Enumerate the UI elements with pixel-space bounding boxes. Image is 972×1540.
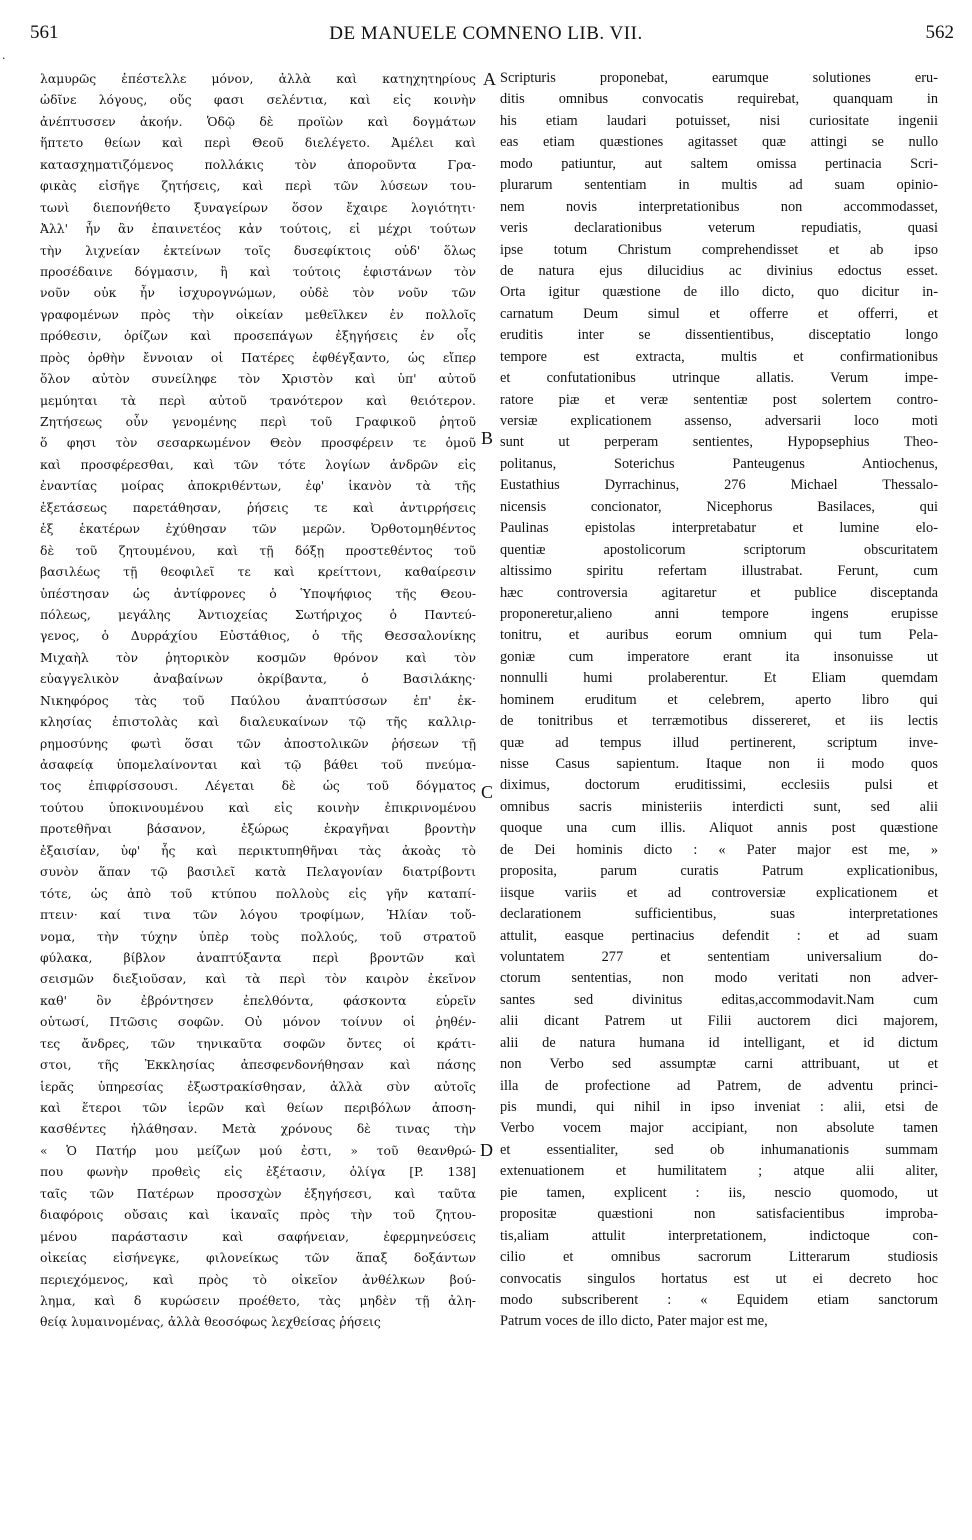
greek-text-line: λαμυρῶς ἐπέστελλε μόνον, ἀλλὰ καὶ κατηχητηρίους	[40, 71, 476, 86]
greek-text-line: ὅλον αὐτὸν συνείληφε τὸν Χριστὸν καὶ ὑπ' αὐτοῦ	[40, 371, 476, 387]
page-number-left: 561	[30, 22, 59, 43]
greek-text-line: γενος, ὁ Δυρράχίου Εὐστάθιος, ὁ τῆς Θεσσαλονίκης	[40, 628, 476, 644]
greek-text-line: προσέδαινε δόγμασιν, ἢ καὶ τούτοις ἐφιστάνων τὸν	[40, 263, 476, 279]
greek-text-line: ταῖς τῶν Πατέρων προσσχὼν ἐξηγήσεσι, καὶ ταῦτα	[40, 1185, 476, 1201]
greek-text-line: προτεθῆναι βάσανον, ἐξώρως ἐκραγῆναι βροντὴν	[40, 821, 476, 837]
greek-text-line: ἀσαφείᾳ ὑπομελαίνονται καὶ τῷ βάθει τοῦ πνεύμα-	[40, 757, 476, 772]
latin-text-line: iisque variis et ad controversiæ explicationem et	[500, 884, 938, 901]
greek-text-line: θείᾳ λυμαινομένας, ἀλλὰ θεοσόφως λεχθείσας ῥήσεις	[40, 1314, 381, 1330]
page-number-right: 562	[925, 22, 954, 43]
latin-text-line: Paulinas epistolas interpretabatur et lumine elo-	[500, 520, 938, 537]
latin-text-line: de natura ejus dilucidius ac divinius edoctus esset.	[500, 262, 938, 279]
greek-text-line: καθ' ὃν ἐβρόντησεν ἐπελθόντα, φάσκοντα εὑρεῖν	[40, 992, 476, 1008]
latin-text-line: ditis omnibus convocatis requirebat, quanquam in	[500, 91, 938, 108]
greek-text-line: πρόθεσιν, ὁρίζων καὶ προσεπάγων ἐξηγήσεις ἐν οἷς	[40, 328, 476, 344]
greek-text-line: καὶ ἕτεροι τῶν ἱερῶν καὶ θείων περιβόλων ἀποση-	[40, 1100, 476, 1115]
latin-text-line: convocatis singulos hortatus est ut ei decreto hoc	[500, 1270, 938, 1287]
latin-text-line: propositæ quæstioni non satisfacientibus improba-	[500, 1206, 938, 1223]
greek-text-column	[40, 68, 476, 1333]
greek-text-line: γραφομένων πρὸς τὴν οἰκείαν μεθεῖλκεν ἐν πολλοῖς	[40, 306, 476, 322]
latin-text-line: voluntatem 277 et sententiam universalium do-	[500, 948, 938, 965]
section-marker-c: C	[481, 782, 494, 802]
greek-text-line: ἐξετάσεως παρετάθησαν, ῥήσεις τε καὶ ἀντιρρήσεις	[40, 499, 476, 515]
greek-text-line: εὐαγγελικὸν ἀναβαίνων ὀκρίβαντα, ὁ Βασιλάκης·	[40, 671, 476, 687]
latin-text-line: altissimo spiritu refertam illustrabat. Ferunt, cum	[500, 563, 938, 580]
running-title: DE MANUELE COMNENO LIB. VII.	[329, 23, 643, 44]
latin-text-line: his etiam laudari potuisset, nisi curiositate ingenii	[500, 112, 938, 129]
greek-text-line: δὲ τοῦ ζητουμένου, καὶ τῇ δόξῃ προστεθέντος τοῦ	[40, 542, 476, 558]
greek-text-line: φικὰς εἰσῆγε ζητήσεις, καὶ περὶ τῶν λύσεων του-	[40, 178, 476, 194]
latin-text-line: Scripturis proponebat, earumque solutiones eru-	[500, 70, 938, 86]
latin-text-line: omnibus sacris ministeriis interdicti sunt, sed alii	[500, 798, 938, 815]
greek-text-line: νοῦν οὐκ ἦν ἰσχυρογνώμων, οὐδὲ τὸν νοῦν τῶν	[40, 285, 476, 301]
latin-text-line: hæc controversia agitaretur et publice disceptanda	[500, 584, 938, 601]
greek-text-line: ἱερᾶς ὑπηρεσίας ἐξωστρακίσθησαν, ἀλλὰ σὺν αὐτοῖς	[40, 1078, 476, 1094]
latin-text-line: nonnulli humi prolaberentur. Et Eliam quemdam	[500, 670, 938, 687]
greek-text-line: οὑτωσί, Πτῶσις σοφῶν. Οὐ μόνον τοίνυν οἱ ῥηθέν-	[40, 1014, 476, 1030]
greek-text-line: ἐξαισίαν, ὑφ' ἧς καὶ περικτυπηθῆναι τὰς ἀκοὰς τὸ	[40, 842, 476, 858]
latin-text-line: pie tamen, explicent : iis, nescio quomodo, ut	[500, 1184, 938, 1201]
greek-text-line: συνὸν ἅπαν τῷ βασιλεῖ κατὰ Πελαγονίαν διατρίβοντι	[40, 864, 476, 880]
greek-text-line: Ἀλλ' ἦν ἂν ἐπαινετέος κἀν τούτοις, εἰ μέχρι τούτων	[40, 221, 476, 237]
greek-text-line: κλησίας ἐπιστολὰς καὶ διαλευκαίνων τῷ τῆς καλλιρ-	[40, 714, 476, 730]
greek-text-line: βασιλέως τῇ θεοφιλεῖ τε καὶ κρείττονι, καθαίρεσιν	[40, 564, 476, 580]
greek-text-line: τες ἄνδρες, τῶν τηνικαῦτα σοφῶν ὄντες οἱ κράτι-	[40, 1035, 476, 1051]
latin-text-line: extenuationem et humilitatem ; atque alii aliter,	[500, 1163, 938, 1180]
latin-text-line: Eustathius Dyrrachinus, 276 Michael Thessalo-	[500, 477, 938, 494]
latin-text-line: plurarum sententiam in multis ad suam opinio-	[500, 177, 938, 194]
latin-text-line: quæ ad tempus illud pertinerent, scriptum inve-	[500, 734, 938, 751]
latin-text-line: de Dei hominis dicto : « Pater major est me, »	[500, 841, 938, 858]
greek-text-line: τὴν λιχνείαν ἐκτείνων τοῖς δυσεφίκτοις οὐδ' ὅλως	[40, 242, 476, 258]
latin-text-line: non Verbo sed assumptæ carni attribuant, ut et	[500, 1056, 938, 1073]
section-marker-d: D	[480, 1140, 493, 1160]
greek-text-line: « Ὁ Πατήρ μου μείζων μού ἐστι, » τοῦ θεανθρώ-	[40, 1142, 476, 1158]
latin-text-line: eas etiam quæstiones agitasset quæ attingi se nullo	[500, 134, 938, 151]
greek-text-line: οἰκείας εἰσήνεγκε, φιλονείκως τῶν ἅπαξ δοξάντων	[40, 1250, 476, 1266]
latin-text-line: et confutationibus utrinque allatis. Verum impe-	[500, 370, 938, 387]
latin-text-line: diximus, doctorum eruditissimi, ecclesiis pulsi et	[500, 777, 938, 794]
greek-text-line: ἀνέπτυσσεν ἀκοήν. Ὁδῷ δὲ προϊὼν καὶ δογμάτων	[40, 113, 476, 129]
greek-text-line: τωνὶ διεπονήθετο ξυναγείρων ὅσον ἔχαιρε λογιότητι·	[40, 199, 476, 215]
latin-text-column	[500, 68, 938, 1333]
latin-text-line: ratore piæ et veræ sententiæ post solertem contro-	[500, 391, 938, 408]
latin-text-line: alii de natura humana id intelligant, et id dictum	[500, 1034, 938, 1051]
greek-text-line: μένου παράστασιν καὶ σαφήνειαν, ἐφερμηνεύσεις	[40, 1228, 476, 1244]
latin-text-line: hominem eruditum et celebrem, aperto libro qui	[500, 691, 938, 708]
greek-text-line: φύλακα, βίβλον ἀναπτύξαντα περὶ βροντῶν καὶ	[40, 949, 476, 965]
latin-text-line: nisse Casus sapientum. Itaque non ii modo quos	[500, 756, 938, 772]
latin-text-line: illa de profectione ad Patrem, de adventu princi-	[500, 1077, 938, 1094]
greek-text-line: κασθέντες ἠλάθησαν. Μετὰ χρόνους δὲ τινας τὴν	[40, 1121, 476, 1137]
greek-text-line: τούτου ὑποκινουμένου καὶ εἰς κοινὴν ἐπικρινομένου	[40, 799, 476, 815]
latin-text-line: modo subscriberent : « Equidem etiam sanctorum	[500, 1291, 938, 1308]
latin-text-line: declarationem sufficientibus, suas interpretationes	[500, 906, 938, 923]
greek-text-line: Νικηφόρος τὰς τοῦ Παύλου ἀναπτύσσων ἐπ' ἐκ-	[40, 692, 476, 708]
latin-text-line: tis,aliam attulit interpretationem, indictoque con-	[500, 1227, 938, 1244]
latin-text-line: tonitru, et auribus eorum omnium qui tum Pela-	[500, 627, 938, 644]
greek-text-line: ἥπτετο θείων καὶ περὶ Θεοῦ διελέγετο. Ἀμέλει καὶ	[40, 135, 476, 151]
greek-text-line: Ζητήσεως οὖν γενομένης περὶ τοῦ Γραφικοῦ ῥητοῦ	[40, 414, 476, 429]
greek-text-line: ὑπέστησαν ὡς ἀντίφρονες ὁ Ὑποψήφιος τῆς Θεου-	[40, 585, 476, 601]
latin-text-line: Orta igitur quæstione de illo dicto, quo dicitur in-	[500, 284, 938, 301]
latin-text-line: proposita, parum curatis Patrum explicationibus,	[500, 863, 938, 880]
latin-text-line: et essentialiter, sed ob inhumanationis summam	[500, 1141, 938, 1158]
greek-text-line: τος ἐπιφρίσσουσι. Λέγεται δὲ ὡς τοῦ δόγματος	[40, 778, 476, 794]
greek-text-line: ἐναντίας μοίρας ἀποκριθέντων, ἐφ' ἱκανὸν τὰ τῆς	[40, 478, 476, 494]
latin-text-line: nem novis interpretationibus non accommodasset,	[500, 198, 938, 215]
latin-text-line: quentiæ apostolicorum scriptorum obscuritatem	[500, 541, 938, 558]
latin-text-line: goniæ cum imperatore erant ita insonuisse ut	[500, 648, 938, 665]
greek-text-line: περιεχόμενος, καὶ πρὸς τὸ οἰκεῖον ἀνθέλκων βού-	[40, 1271, 476, 1287]
greek-text-line: καὶ προσφέρεσθαι, καὶ τῶν τότε λογίων ἀνδρῶν εἰς	[40, 456, 476, 472]
greek-text-line: κατασχηματιζόμενος πολλάκις τὸν ἀποροῦντα Γρα-	[40, 156, 476, 172]
greek-text-line: ὠδῖνε λόγους, οὕς φασι σελέντια, καὶ εἰς κοινὴν	[40, 92, 476, 108]
greek-text-line: Μιχαὴλ τὸν ῥητορικὸν κοσμῶν θρόνον καὶ τὸν	[40, 649, 476, 665]
latin-text-line: Verbo vocem major accipiant, non absolute tamen	[500, 1120, 938, 1137]
latin-text-line: Patrum voces de illo dicto, Pater major est me,	[500, 1313, 768, 1330]
latin-text-line: alii dicant Patrem ut Filii auctorem dici majorem,	[500, 1013, 938, 1030]
latin-text-line: ipse totum Christum comprehendisset et ab ipso	[500, 241, 938, 258]
greek-text-line: πόλεως, μεγάλης Ἀντιοχείας Σωτήριχος ὁ Παντεύ-	[40, 606, 476, 622]
latin-text-line: proponeretur,alieno anni tempore ingens erupisse	[500, 605, 938, 622]
greek-text-line: ρημοσύνης φωτὶ ὅσαι τῶν ἀποστολικῶν ῥήσεων τῇ	[40, 735, 476, 751]
latin-text-line: modo patiuntur, aut saltem omissa pertinacia Scri-	[500, 155, 938, 172]
greek-text-line: στοι, τῆς Ἐκκλησίας ἀπεσφενδονήθησαν καὶ πάσης	[40, 1057, 476, 1073]
margin-mark: ·	[2, 52, 6, 65]
latin-text-line: politanus, Soterichus Panteugenus Antiochenus,	[500, 455, 938, 472]
greek-text-line: μεμύηται τὰ περὶ αὐτοῦ τρανότερον καὶ θειότερον.	[40, 392, 476, 408]
greek-text-line: λημα, καὶ δ κυρώσειν προέθετο, τὰς μηδὲν τῇ ἀλη-	[40, 1292, 476, 1308]
latin-text-line: carnatum Deum simul et offerre et offerri, et	[500, 305, 938, 322]
latin-text-line: eruditis inter se dissentientibus, disceptatio longo	[500, 327, 938, 344]
latin-text-line: veris declarationibus veterum repudiatis, quasi	[500, 220, 938, 237]
greek-text-line: πτειν· καί τινα τῶν λόγου τροφίμων, Ἠλίαν τοὔ-	[40, 907, 476, 923]
latin-text-line: pis mundi, qui nihil in ipso inveniat : alii, etsi de	[500, 1099, 938, 1115]
greek-text-line: σεισμῶν διεξιοῦσαν, καὶ τὰ περὶ τὸν καιρὸν ἐκεῖνον	[40, 971, 476, 987]
greek-text-line: ἐξ ἑκατέρων ἐχύθησαν τῶν μερῶν. Ὀρθοτομηθέντος	[40, 521, 476, 537]
greek-text-line: νομα, τὴν τύχην ὑπὲρ τοὺς πολλούς, τοῦ στρατοῦ	[40, 928, 476, 944]
latin-text-line: santes sed divinitus editas,accommodavit.Nam cum	[500, 991, 938, 1008]
greek-text-line: ὅ φησι τὸν σεσαρκωμένον Θεὸν προσφέρειν τε ὁμοῦ	[40, 435, 476, 451]
section-marker-a: A	[483, 69, 496, 89]
greek-text-line: διαφόροις οὔσαις καὶ ἱκαναῖς πρὸς τὴν τοῦ ζητου-	[40, 1207, 476, 1223]
latin-text-line: tempore est extracta, multis et confirmationibus	[500, 348, 938, 365]
latin-text-line: nicensis concionator, Nicephorus Basilaces, qui	[500, 498, 938, 515]
latin-text-line: versiæ explicationem assenso, adversarii loco moti	[500, 413, 938, 429]
greek-text-line: πρὸς ὀρθὴν ἔννοιαν οἱ Πατέρες ἐφθέγξαντο, ὡς εἴπερ	[40, 349, 476, 365]
latin-text-line: attulit, easque pertinacius defendit : et ad suam	[500, 927, 938, 944]
greek-text-line: που φωνὴν προθεὶς εἰς ἐξέτασιν, ὀλίγα [P. 138]	[40, 1164, 476, 1180]
section-marker-b: B	[481, 428, 494, 448]
latin-text-line: sunt ut perperam sentientes, Hypopsephius Theo-	[500, 434, 938, 451]
latin-text-line: ctorum sententias, non modo veritati non adver-	[500, 970, 938, 987]
latin-text-line: cilio et omnibus sacrorum Litterarum studiosis	[500, 1249, 938, 1266]
running-header	[0, 22, 972, 62]
greek-text-line: τότε, ὡς ἀπὸ τοῦ κτύπου πολλοὺς εἰς γῆν καταπί-	[40, 885, 476, 901]
latin-text-line: de tonitribus et terræmotibus dissereret, et iis lectis	[500, 713, 938, 730]
latin-text-line: quoque una cum illis. Aliquot annis post quæstione	[500, 820, 938, 837]
